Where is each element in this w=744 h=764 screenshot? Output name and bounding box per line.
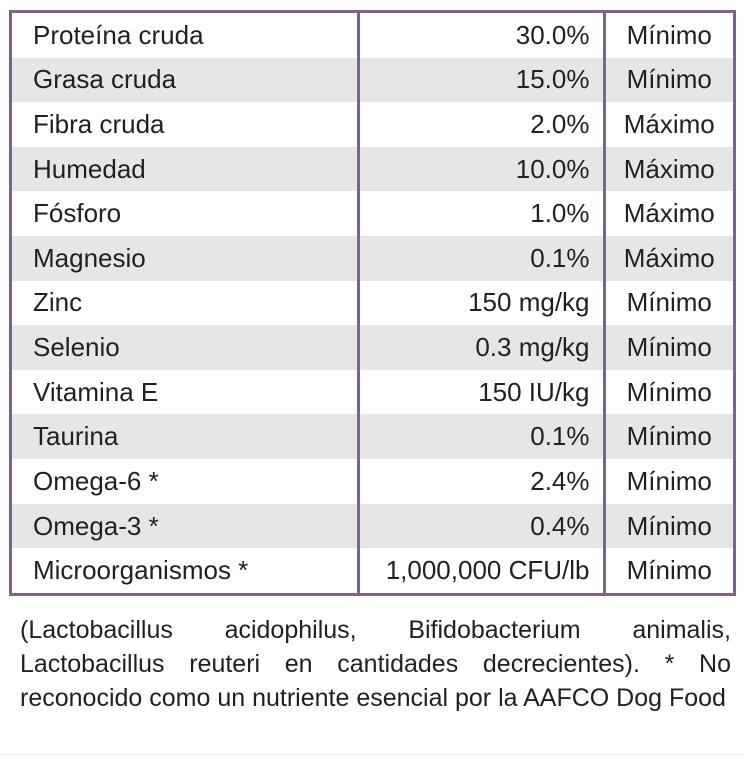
nutrient-name: Magnesio xyxy=(12,236,358,281)
table-row xyxy=(12,191,733,236)
table-body xyxy=(12,13,733,593)
nutrient-name: Zinc xyxy=(33,287,83,318)
table-row xyxy=(12,13,733,58)
nutrient-value: 0.1% xyxy=(358,236,604,281)
nutrient-value: 0.4% xyxy=(358,504,604,549)
nutrient-qualifier: Mínimo xyxy=(604,13,733,58)
table-row xyxy=(12,281,733,326)
nutrient-name: Proteína cruda xyxy=(33,19,204,50)
nutrient-qualifier: Mínimo xyxy=(604,281,733,326)
analysis-table xyxy=(12,13,733,593)
nutrient-name: Selenio xyxy=(12,325,358,370)
nutrient-qualifier: Mínimo xyxy=(604,325,733,370)
nutrient-qualifier: Máximo xyxy=(604,191,733,236)
table-row xyxy=(12,548,733,593)
nutrient-value: 1,000,000 CFU/lb xyxy=(358,548,604,593)
table-row xyxy=(12,325,733,370)
table-row xyxy=(12,102,733,147)
nutrient-value: 150 IU/kg xyxy=(358,370,604,415)
guaranteed-analysis-table xyxy=(9,10,736,596)
nutrient-value: 1.0% xyxy=(358,191,604,236)
nutrient-qualifier: Máximo xyxy=(604,147,733,192)
nutrient-qualifier: Mínimo xyxy=(604,504,733,549)
table-row xyxy=(12,236,733,281)
nutrient-value: 0.1% xyxy=(358,414,604,459)
table-row xyxy=(12,459,733,504)
nutrient-name: Grasa cruda xyxy=(12,58,358,103)
nutrient-name: Vitamina E xyxy=(33,376,159,407)
table-row xyxy=(12,58,733,103)
nutrient-name: Humedad xyxy=(12,147,358,192)
table-row xyxy=(12,370,733,415)
nutrient-qualifier: Máximo xyxy=(604,236,733,281)
nutrient-qualifier: Mínimo xyxy=(604,370,733,415)
nutrient-qualifier: Mínimo xyxy=(604,414,733,459)
nutrient-qualifier: Mínimo xyxy=(604,58,733,103)
table-row xyxy=(12,147,733,192)
nutrient-value: 10.0% xyxy=(358,147,604,192)
bottom-divider xyxy=(0,754,744,755)
nutrient-name: Fósforo xyxy=(33,198,122,229)
nutrient-value: 0.3 mg/kg xyxy=(358,325,604,370)
nutrient-qualifier: Máximo xyxy=(604,102,733,147)
nutrient-value: 150 mg/kg xyxy=(358,281,604,326)
nutrient-value: 2.0% xyxy=(358,102,604,147)
table-row xyxy=(12,504,733,549)
nutrient-name: Microorganismos * xyxy=(33,555,249,586)
nutrient-qualifier: Mínimo xyxy=(604,548,733,593)
nutrient-name: Fibra cruda xyxy=(33,109,165,140)
nutrient-qualifier: Mínimo xyxy=(604,459,733,504)
nutrient-value: 15.0% xyxy=(358,58,604,103)
nutrient-value: 30.0% xyxy=(358,13,604,58)
nutrient-value: 2.4% xyxy=(358,459,604,504)
footnote: (Lactobacillus acidophilus, Bifidobacterium animalis, Lactobacillus reuteri en cantidades decrecientes). * No reconocido como un nutriente esencial por la AAFCO Dog Food xyxy=(20,616,731,712)
table-row xyxy=(12,414,733,459)
nutrient-name: Omega-3 * xyxy=(12,504,358,549)
nutrient-name: Taurina xyxy=(12,414,358,459)
nutrient-name: Omega-6 * xyxy=(33,465,159,496)
